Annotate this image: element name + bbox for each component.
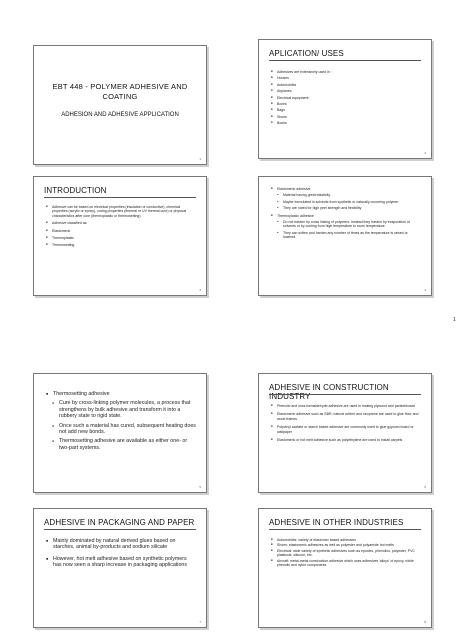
slide-number: 1 [199,157,201,161]
bullet: ■ Adhesive can be based on electrical properties (insulation or conductive), chemical properties (acrylic or epoxy), curing properties (thermal or UV thermal cure) or physical characteristics after cure (thermoplastic or thermosetting) [46,205,196,218]
slide-number: 6 [424,485,426,489]
sub-bullet: ● Once such a material has cured, subsequent heating does not add new bonds. [52,423,196,436]
bullet: ■ Thermoplastic adhesive [271,214,421,218]
bullet: ■ Elastomeric adhesive such as SBR, natural rubber and neoprene are used to glue floor and wood frames [271,412,421,421]
sub-bullet: ● They can soften and harden any number of times as the temperature is raised or lowered. [277,231,421,240]
sub-bullet: ● They are noted for high peel strength and flexibility [277,206,421,210]
slide-title: INTRODUCTION [44,186,107,195]
slide-1-title-line-2: COATING [102,92,138,101]
sub-bullet: ● Maybe formulated in solvents from synthetic or naturally occurring polymer [277,200,421,204]
bullet: ■ Elastomeric or hot melt adhesive such as polyethylene are used to install carpets [271,438,421,442]
slide-content [46,538,196,572]
slide-number: 2 [424,151,426,155]
sub-bullet: ● Cure by cross-linking polymer molecules, a process that strengthens by bulk adhesive and transform it into a rubbery state to rigid state. [52,400,196,419]
slide-title: APLICATION/ USES [269,49,344,58]
slide-4 [258,176,432,296]
slide-content [271,404,421,444]
title-underline [269,529,421,530]
bullet: ■ Adhesive classified as: [46,221,196,225]
slide-title: ADHESIVE IN CONSTRUCTION INDUSTRY [269,383,389,401]
slide-2 [258,39,432,159]
bullet: ■ Automobiles: variety of elastomer based adhesives [271,538,421,542]
title-underline [269,60,421,61]
slide-8 [258,508,432,628]
bullet: ■ Phenolic and urea-formaldehyde adhesive are used in making plywood and particleboard [271,404,421,408]
slide-number: 7 [199,620,201,624]
slide-6 [258,373,432,493]
page-number: 1 [453,317,456,323]
slide-content [46,205,196,250]
bullet: ■ Automobiles [271,83,421,87]
bullet: ■ Shoes [271,115,421,119]
slide-content [271,70,421,128]
slide-1 [33,45,207,165]
slide-1-subtitle: ADHESION AND ADHESIVE APPLICATION [61,112,179,118]
sub-bullet: ● Do not harden by cross linking of polymers. Instead they harden by evaporation of solvents or by cooling from high temperature to room temperature [277,220,421,229]
slide-number: 4 [424,288,426,292]
title-underline [44,529,196,530]
bullet: ■ Thermoplastic [46,236,196,240]
bullet: ■ Thermosetting adhesive [46,391,196,397]
bullet: ■ However, hot melt adhesive based on synthetic polymers has now seen a sharp increase in packaging applications [46,556,196,569]
bullet: ■ Adhesives are extensively used in : [271,70,421,74]
bullet: ■ Elastomeric [46,229,196,233]
bullet: ■ Mainly dominated by natural derived glues based on starches, animal by-products and sodium silicate [46,538,196,551]
slide-number: 3 [199,288,201,292]
sub-bullet: ● Thermosetting adhesive are available as either one- or two-part systems. [52,438,196,451]
bullet: ■ Bags [271,108,421,112]
slide-7 [33,508,207,628]
bullet: ■ Books [271,121,421,125]
bullet: ■ Houses [271,76,421,80]
slide-content [271,187,421,242]
bullet: ■ Polyvinyl acetate or starch based adhesive are commonly used to glue gypsum board or wallpaper [271,425,421,434]
slide-1-title [34,82,206,102]
bullet: ■ Thermosetting [46,243,196,247]
slide-content [271,538,421,569]
slide-1-title-line-1: EBT 448 - POLYMER ADHESIVE AND [52,82,188,91]
title-underline [44,197,196,198]
slide-content [46,391,196,454]
slide-number: 8 [424,620,426,624]
bullet: ■ Shoes: elastomeric adhesives as well as polyester and polyamide hot melts [271,543,421,547]
bullet: ■ Electrical: wide variety of synthetic adhesives such as epoxies, phenolics, polyester, PVC plastisols, silicone, etc. [271,549,421,558]
slide-5 [33,373,207,493]
slide-title: ADHESIVE IN OTHER INDUSTRIES [269,518,404,527]
sub-bullet: ● Material having great elasticity. [277,193,421,197]
slide-3 [33,176,207,296]
bullet: ■ Electrical equipment [271,96,421,100]
slide-number: 5 [199,485,201,489]
bullet: ■ Airplanes [271,89,421,93]
title-underline [269,394,421,395]
bullet: ■ Elastomeric adhesive: [271,187,421,191]
bullet: ■ Boxes [271,102,421,106]
slide-title: ADHESIVE IN PACKAGING AND PAPER [44,518,195,527]
bullet: ■ Aircraft: metal-metal construction adhesive which uses adhesives 'alloys' of epoxy, nitrile phenolic and nylon components [271,559,421,568]
